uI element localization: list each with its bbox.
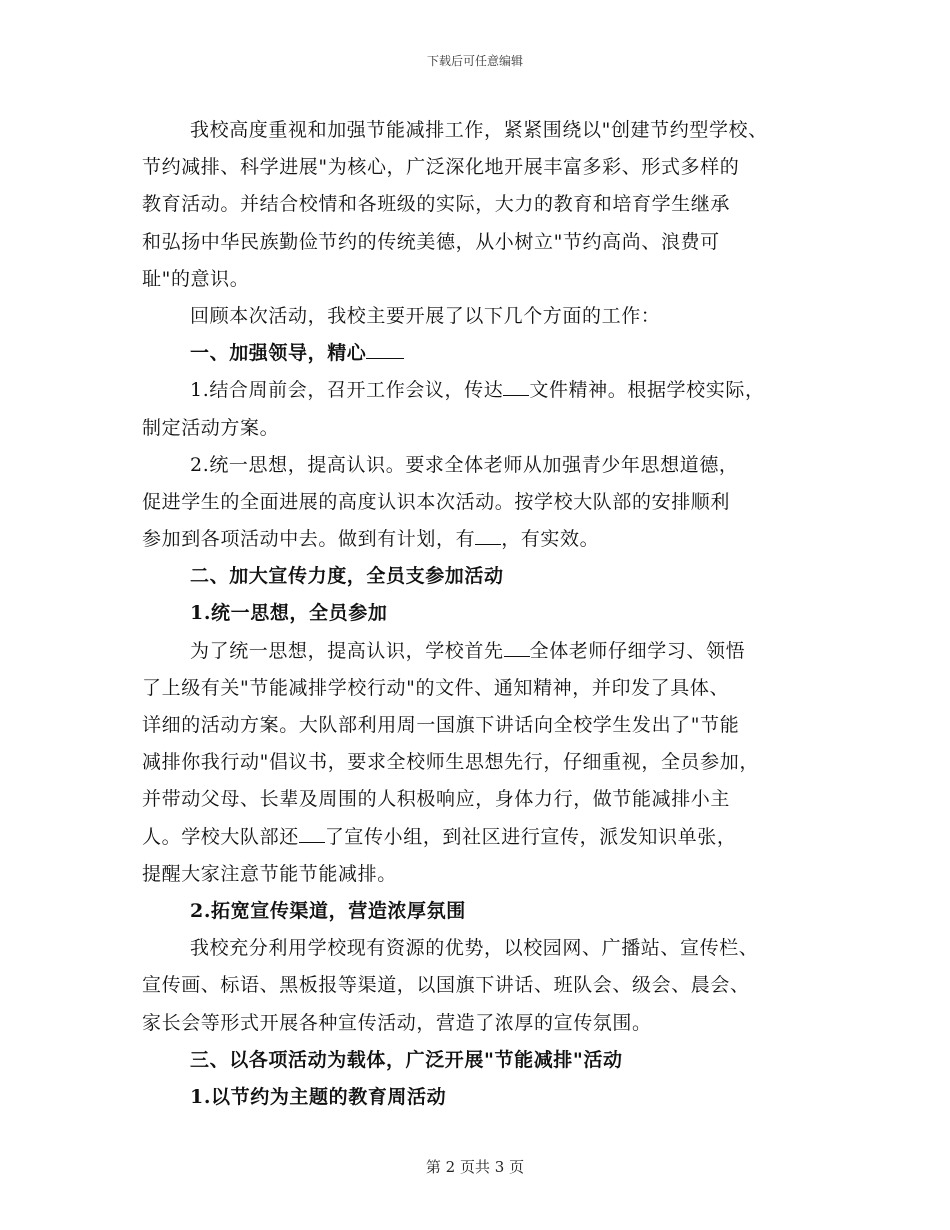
fill-blank [504, 638, 530, 657]
paragraph-line [142, 819, 832, 856]
paragraph-line: 2.统一思想，提高认识。要求全体老师从加强青少年思想道德， [190, 453, 739, 476]
section-heading: 三、以各项活动为载体，广泛开展"节能减排"活动 [190, 1048, 623, 1071]
line-text: 人。学校大队部还 [142, 825, 299, 848]
page-header: 下载后可任意编辑 [426, 54, 523, 68]
paragraph-line: 耻"的意识。 [142, 267, 250, 290]
paragraph-line: 教育活动。并结合校情和各班级的实际，大力的教育和培育学生继承 [142, 193, 731, 216]
subsection-heading: 1.统一思想，全员参加 [190, 602, 388, 625]
page-footer: 第 2 页共 3 页 [425, 1158, 525, 1176]
fill-blank [366, 340, 404, 359]
paragraph-line: 减排你我行动"倡议书，要求全校师生思想先行，仔细重视，全员参加， [142, 751, 759, 774]
paragraph-line: 节约减排、科学进展"为核心，广泛深化地开展丰富多彩、形式多样的 [142, 156, 740, 179]
paragraph-line: 宣传画、标语、黑板报等渠道，以国旗下讲话、班队会、级会、晨会、 [142, 974, 750, 997]
line-text: 全体老师仔细学习、领悟 [529, 639, 746, 662]
fill-blank [503, 377, 529, 396]
paragraph-line [142, 633, 832, 670]
line-text: 为了统一思想，提高认识，学校首先 [190, 639, 504, 662]
paragraph-line: 我校高度重视和加强节能减排工作，紧紧围绕以"创建节约型学校、 [190, 119, 768, 141]
fill-blank [475, 526, 501, 545]
fill-blank [299, 824, 325, 843]
heading-text: 一、加强领导，精心 [190, 342, 367, 365]
section-heading [142, 335, 832, 372]
subsection-heading: 2.拓宽宣传渠道，营造浓厚氛围 [190, 899, 466, 922]
line-text: 1.结合周前会，召开工作会议，传达 [190, 379, 504, 402]
line-text: 了宣传小组，到社区进行宣传，派发知识单张， [324, 825, 737, 848]
paragraph-line: 回顾本次活动，我校主要开展了以下几个方面的工作： [190, 304, 661, 327]
paragraph-line: 家长会等形式开展各种宣传活动，营造了浓厚的宣传氛围。 [142, 1011, 652, 1034]
paragraph-line: 了上级有关"节能减排学校行动"的文件、通知精神，并印发了具体、 [142, 676, 730, 699]
paragraph-line: 我校充分利用学校现有资源的优势，以校园网、广播站、宣传栏、 [190, 937, 759, 960]
section-heading: 二、加大宣传力度，全员支参加活动 [190, 565, 504, 588]
line-text: ，有实效。 [501, 528, 600, 551]
subsection-heading: 1.以节约为主题的教育周活动 [190, 1085, 447, 1108]
paragraph-line: 并带动父母、长辈及周围的人积极响应，身体力行，做节能减排小主 [142, 788, 731, 811]
paragraph-line: 制定活动方案。 [142, 416, 280, 439]
paragraph-line [142, 372, 832, 409]
paragraph-line: 和弘扬中华民族勤俭节约的传统美德，从小树立"节约高尚、浪费可 [142, 230, 720, 253]
line-text: 文件精神。根据学校实际， [529, 379, 765, 402]
paragraph-line: 详细的活动方案。大队部利用周一国旗下讲话向全校学生发出了"节能 [142, 714, 740, 736]
paragraph-line: 促进学生的全面进展的高度认识本次活动。按学校大队部的安排顺利 [142, 490, 731, 513]
paragraph-line [142, 521, 832, 558]
paragraph-line: 提醒大家注意节能节能减排。 [142, 862, 397, 885]
document-body [142, 112, 832, 1116]
line-text: 参加到各项活动中去。做到有计划，有 [142, 528, 476, 551]
